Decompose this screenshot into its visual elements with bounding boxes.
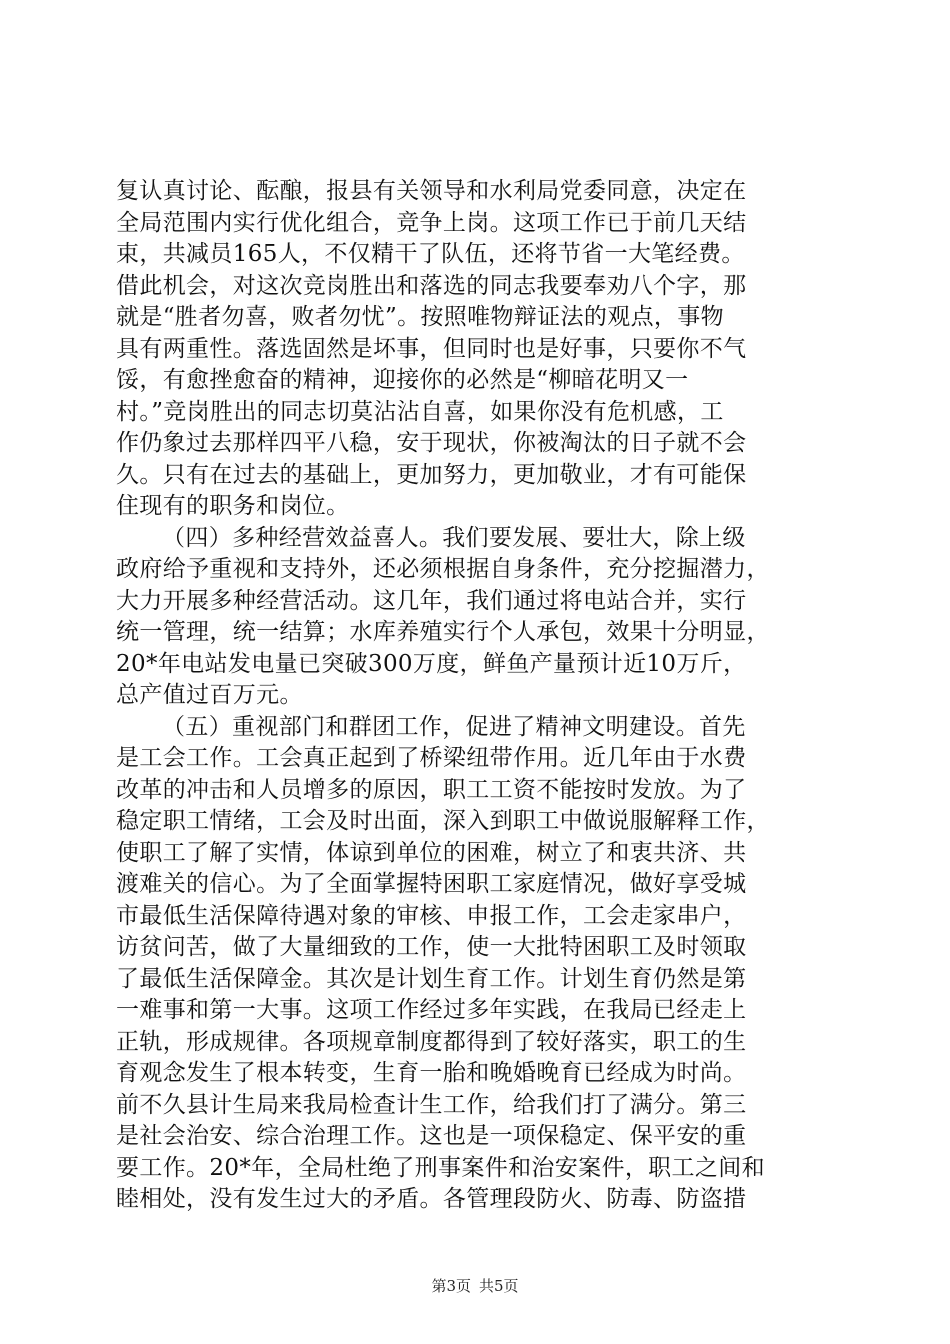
text-line: 市最低生活保障待遇对象的审核、申报工作，工会走家串户， xyxy=(116,902,747,929)
text-line: 总产值过百万元。 xyxy=(116,682,303,708)
page-number: 第3页 xyxy=(431,1277,471,1295)
text-line: 改革的冲击和人员增多的原因，职工工资不能按时发放。为了 xyxy=(116,776,747,803)
text-line: 稳定职工情绪，工会及时出面，深入到职工中做说服解释工作， xyxy=(116,808,770,834)
text-line: 了最低生活保障金。其次是计划生育工作。计划生育仍然是第 xyxy=(116,965,747,992)
text-line: 正轨，形成规律。各项规章制度都得到了较好落实，职工的生 xyxy=(116,1028,747,1055)
paragraph-heading-4: （四）多种经营效益喜人。我们要发展、要壮大，除上级 xyxy=(162,524,746,551)
text-line: 一难事和第一大事。这项工作经过多年实践，在我局已经走上 xyxy=(116,997,747,1023)
text-line: 就是“胜者勿喜，败者勿忧”。按照唯物辩证法的观点，事物 xyxy=(116,304,724,330)
text-line: 是工会工作。工会真正起到了桥梁纽带作用。近几年由于水费 xyxy=(116,745,747,771)
text-line: 馁，有愈挫愈奋的精神，迎接你的必然是“柳暗花明又一 xyxy=(116,367,689,393)
text-line: 育观念发生了根本转变，生育一胎和晚婚晚育已经成为时尚。 xyxy=(116,1060,747,1086)
text-line: 是社会治安、综合治理工作。这也是一项保稳定、保平安的重 xyxy=(116,1123,747,1149)
text-line: 统一管理，统一结算；水库养殖实行个人承包，效果十分明显， xyxy=(116,619,770,645)
text-line: 睦相处，没有发生过大的矛盾。各管理段防火、防毒、防盗措 xyxy=(116,1186,747,1212)
text-line: 全局范围内实行优化组合，竞争上岗。这项工作已于前几天结 xyxy=(116,209,747,236)
paragraph-heading-5: （五）重视部门和群团工作，促进了精神文明建设。首先 xyxy=(162,713,746,740)
text-line: 大力开展多种经营活动。这几年，我们通过将电站合并，实行 xyxy=(116,587,747,614)
body-text xyxy=(116,176,834,1216)
text-line: 作仍象过去那样四平八稳，安于现状，你被淘汰的日子就不会 xyxy=(116,430,747,456)
page-total: 共5页 xyxy=(479,1277,519,1295)
page-footer xyxy=(0,1275,950,1296)
text-line: 借此机会，对这次竞岗胜出和落选的同志我要奉劝八个字，那 xyxy=(116,272,747,299)
text-line: 具有两重性。落选固然是坏事，但同时也是好事，只要你不气 xyxy=(116,335,747,362)
text-line: 复认真讨论、酝酿，报县有关领导和水利局党委同意，决定在 xyxy=(116,178,747,204)
text-line: 访贫问苦，做了大量细致的工作，使一大批特困职工及时领取 xyxy=(116,934,747,960)
text-line: 要工作。20*年，全局杜绝了刑事案件和治安案件，职工之间和 xyxy=(116,1154,765,1181)
text-line: 村。”竞岗胜出的同志切莫沾沾自喜，如果你没有危机感，工 xyxy=(116,398,724,425)
text-line: 使职工了解了实情，体谅到单位的困难，树立了和衷共济、共 xyxy=(116,839,747,866)
text-line: 前不久县计生局来我局检查计生工作，给我们打了满分。第三 xyxy=(116,1091,747,1118)
text-line: 政府给予重视和支持外，还必须根据自身条件，充分挖掘潜力， xyxy=(116,556,770,582)
text-line: 束，共减员165人，不仅精干了队伍，还将节省一大笔经费。 xyxy=(116,241,745,267)
text-line: 渡难关的信心。为了全面掌握特困职工家庭情况，做好享受城 xyxy=(116,871,747,897)
text-line: 20*年电站发电量已突破300万度，鲜鱼产量预计近10万斤， xyxy=(116,650,747,677)
text-line: 久。只有在过去的基础上，更加努力，更加敬业，才有可能保 xyxy=(116,461,747,488)
text-line: 住现有的职务和岗位。 xyxy=(116,493,350,519)
